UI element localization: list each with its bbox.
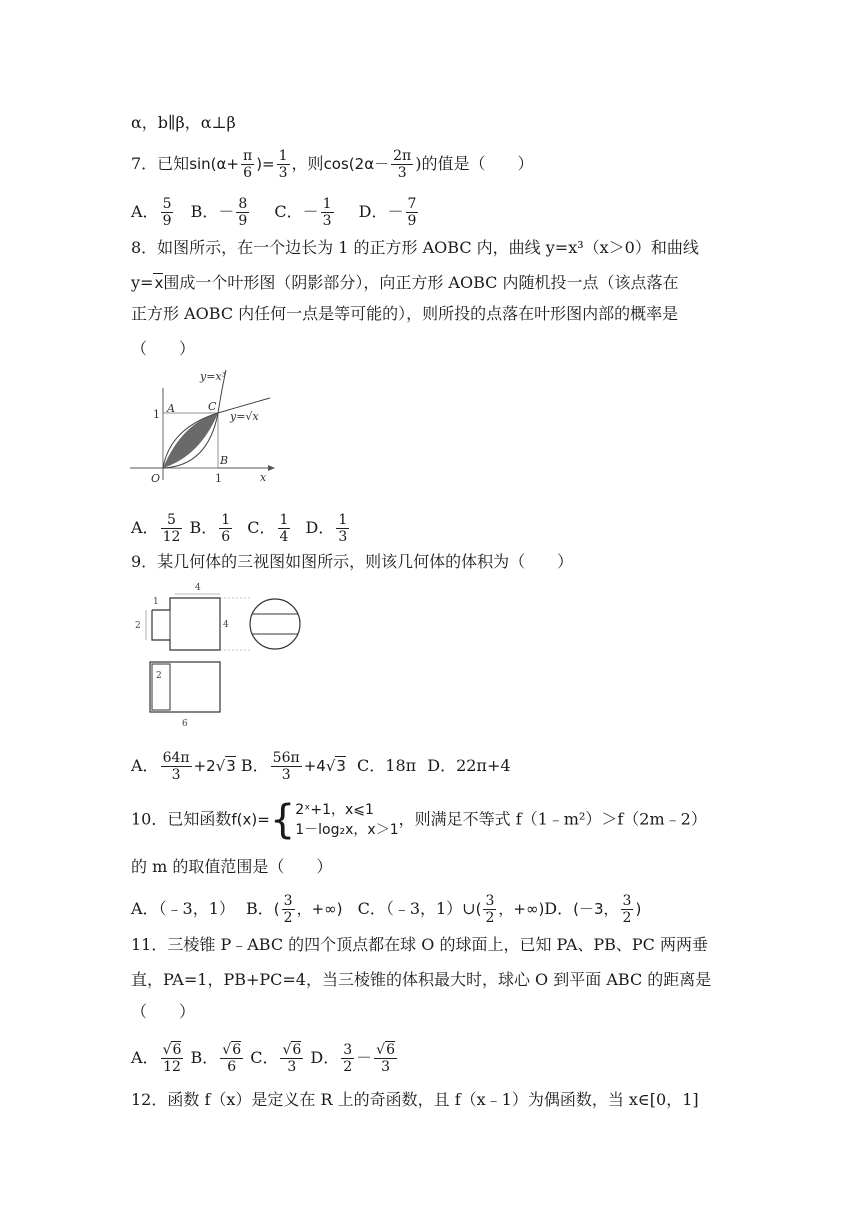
- label-x: x: [260, 471, 267, 484]
- label-O: O: [151, 472, 161, 485]
- dim-1: 1: [153, 597, 159, 607]
- option-c: C．: [250, 1048, 279, 1067]
- option-d: D．: [358, 202, 388, 221]
- option-c: C．18π: [357, 756, 417, 775]
- label-1-y: 1: [153, 408, 160, 421]
- question-10: 10．已知函数f(x)={ 2ˣ+1，x⩽1 1－log₂x，x＞1 ，则满足不等式 f（1﹣m²）＞f（2m﹣2）: [131, 797, 707, 843]
- option-b: B．: [189, 518, 218, 537]
- top-view: [150, 662, 220, 712]
- dim-6: 6: [182, 719, 188, 729]
- question-12: 12．函数 f（x）是定义在 R 上的奇函数，且 f（x﹣1）为偶函数，当 x∈[0，1]: [131, 1090, 699, 1109]
- label-B: B: [220, 454, 229, 467]
- question-8-line1: 8．如图所示，在一个边长为 1 的正方形 AOBC 内，曲线 y=x³（x＞0）和曲线: [131, 238, 699, 257]
- question-7: 7．已知sin(α+ $\frac{\pi}{6}$ )= $\frac{1}{3}$ ，则cos(2α－ $\frac{2\pi}{3}$ )的值是（ ）: [131, 148, 534, 181]
- dim-2-inner: 2: [156, 671, 162, 681]
- question-11-line2: 直，PA=1，PB+PC=4，当三棱锥的体积最大时，球心 O 到平面 ABC 的距离是: [131, 970, 712, 989]
- label-1-x: 1: [215, 472, 222, 485]
- question-8-line4: （ ）: [131, 339, 196, 358]
- answers-9: A． $\frac{64\pi}{3}$ +2√3 B． $\frac{56\pi}{3}$ +4√3 C．18π D．22π+4: [131, 750, 511, 783]
- x-axis-arrow: [268, 465, 275, 471]
- label-C: C: [208, 400, 217, 413]
- question-9: 9．某几何体的三视图如图所示，则该几何体的体积为（ ）: [131, 552, 574, 571]
- front-view: [152, 598, 220, 650]
- option-a: A．: [131, 756, 159, 775]
- option-a: A．（﹣3，1）: [131, 899, 235, 918]
- option-b: B．: [240, 756, 269, 775]
- answers-7: A． $\frac{5}{9}$ B．－ $\frac{8}{9}$ C．－ $\frac{1}{3}$ D．－ $\frac{7}{9}$: [131, 196, 417, 229]
- dim-2-left: 2: [135, 621, 141, 631]
- dim-4-top: 4: [195, 583, 201, 593]
- three-view-figure: [130, 580, 330, 730]
- option-d: D．: [305, 518, 335, 537]
- option-b: B．: [246, 899, 274, 918]
- question-8-line2: y=x围成一个叶形图（阴影部分），向正方形 AOBC 内随机投一点（该点落在: [131, 273, 679, 292]
- option-d: D．: [310, 1048, 340, 1067]
- question-11-line1: 11．三棱锥 P﹣ABC 的四个顶点都在球 O 的球面上，已知 PA、PB、PC 两两垂: [131, 935, 708, 954]
- answers-10: A．（﹣3，1） B．( $\frac{3}{2}$ ，+∞) C．（﹣3，1）∪( $\frac{3}{2}$ ，+∞)D．(－3， $\frac{3}{2}$ ): [131, 893, 642, 926]
- label-y-sqrtx: y=√x: [230, 410, 259, 423]
- option-b: B．: [190, 202, 219, 221]
- option-a: A．: [131, 518, 159, 537]
- leaf-figure: [130, 368, 280, 488]
- text-line-prev: α，b∥β，α⊥β: [131, 113, 236, 132]
- option-b: B．: [190, 1048, 219, 1067]
- answers-8: A． $\frac{5}{12}$ B． $\frac{1}{6}$ C． $\frac{1}{4}$ D． $\frac{1}{3}$: [131, 512, 348, 545]
- question-10-line2: 的 m 的取值范围是（ ）: [131, 857, 333, 876]
- option-d: D．: [544, 899, 574, 918]
- label-y-x3: y=x³: [200, 370, 227, 383]
- option-c: C．: [247, 518, 276, 537]
- side-view-circle: [250, 599, 300, 649]
- question-11-line3: （ ）: [131, 1002, 196, 1021]
- dim-4-side: 4: [223, 620, 229, 630]
- option-d: D．22π+4: [427, 756, 511, 775]
- label-A: A: [167, 402, 175, 415]
- option-a: A．: [131, 202, 159, 221]
- answers-11: A． $\frac{√6}{12}$ B． $\frac{√6}{6}$ C． $\frac{√6}{3}$ D． $\frac{3}{2}$ － $\frac{√6}{3}$: [131, 1042, 396, 1075]
- option-c: C．: [274, 202, 303, 221]
- option-c: C．（﹣3，1）∪: [357, 899, 476, 918]
- question-8-line3: 正方形 AOBC 内任何一点是等可能的），则所投的点落在叶形图内部的概率是: [131, 304, 679, 323]
- option-a: A．: [131, 1048, 159, 1067]
